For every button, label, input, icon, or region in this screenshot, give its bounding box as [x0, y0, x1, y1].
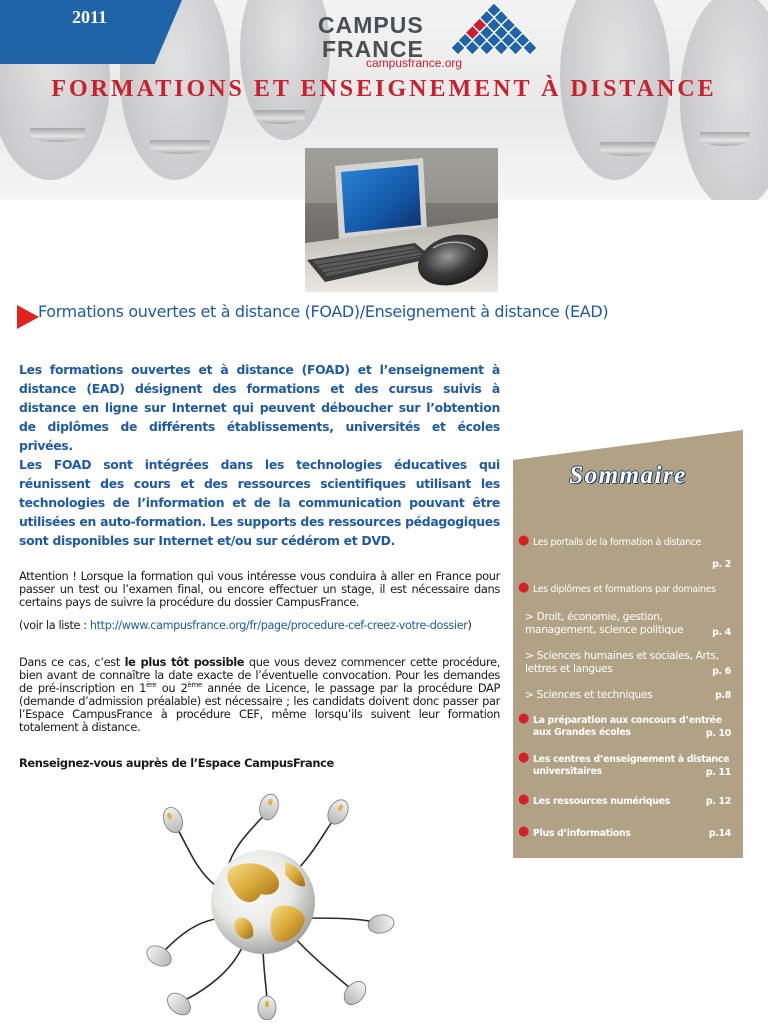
background-mouth [600, 142, 655, 156]
sommaire-subitem-page: p.8 [715, 690, 731, 701]
logo-text-france: FRANCE [322, 36, 424, 62]
bullet-icon: ● [518, 750, 530, 765]
sommaire-item-page: p. 10 [705, 728, 731, 739]
computer-photo [305, 148, 498, 292]
sommaire-item-page: p. 2 [712, 559, 731, 570]
year-label: 2011 [72, 7, 108, 27]
procedure-emphasis: le plus tôt possible [124, 655, 245, 669]
sommaire-item-label: Plus d’informations [533, 828, 631, 839]
intro-text-1: Les formations ouvertes et à distance (FOAD) et l’enseignement à distance (EAD) désignent des formations et des cursus suivis à distance en ligne sur Internet qui peuvent déboucher sur l’obtention de diplômes de différents établissements, universités et écoles privées. [19, 362, 500, 453]
sommaire-item-page: p. 12 [705, 796, 731, 807]
sommaire-panel [513, 430, 743, 858]
procedure-text-1: Dans ce cas, c’est [19, 655, 125, 669]
logo-text-campus: CAMPUS [318, 12, 424, 38]
bullet-icon: ● [518, 824, 530, 839]
sommaire-subitem-label: > Sciences et techniques [525, 689, 653, 701]
sommaire-subitem-label: > Sciences humaines et sociales, Arts, lettres et langues [525, 650, 719, 675]
procedure-text-3: ou 2 [156, 681, 188, 695]
procedure-text-2: que vous devez commencer cette procédure, bien avant de connaître la date exacte de l’éventuelle convocation. Pour les demandes de pré-inscription en 1 [19, 655, 500, 695]
procedure-paragraph [19, 656, 500, 734]
superscript-ere: ère [146, 681, 157, 689]
sommaire-item-page: p.14 [708, 828, 731, 839]
sommaire-item-label: Les diplômes et formations par domaines [533, 584, 716, 595]
section-heading: Formations ouvertes et à distance (FOAD)/Enseignement à distance (EAD) [38, 302, 609, 321]
page-title: FORMATIONS ET ENSEIGNEMENT À DISTANCE [51, 76, 717, 102]
bullet-icon: ● [518, 792, 530, 807]
background-mouth [255, 110, 305, 124]
red-arrow-icon [17, 305, 39, 329]
procedure-cef-link[interactable]: http://www.campusfrance.org/fr/page/procedure-cef-creez-votre-dossier [89, 619, 468, 632]
logo-diamond-grid-icon [438, 2, 550, 66]
voir-suffix: ) [467, 619, 472, 632]
background-mouth [150, 140, 210, 154]
superscript-eme: ème [187, 681, 202, 689]
background-mouth [700, 132, 750, 146]
intro-paragraph [19, 360, 500, 550]
background-mouth [30, 128, 85, 142]
voir-prefix: (voir la liste : [19, 619, 90, 632]
procedure-text-4: année de Licence, le passage par la procédure DAP (demande d’admission préalable) est nécessaire ; les candidats doivent donc passer par l’Espace CampusFrance à procédure CEF, même lorsqu’ils suivent leur formation totalement à distance. [19, 681, 501, 734]
attention-paragraph: Attention ! Lorsque la formation qui vous intéresse vous conduira à aller en France pour passer un test ou l’examen final, ou encore effectuer un stage, il est nécessaire dans certains pays de suivre la procédure du dossier CampusFrance. [19, 569, 500, 609]
renseignez-line: Renseignez-vous auprès de l’Espace CampusFrance [19, 756, 334, 770]
sommaire-item-label: La préparation aux concours d’entrée aux Grandes écoles [533, 715, 722, 738]
sommaire-item-label: Les ressources numériques [533, 796, 670, 807]
bullet-icon: ● [518, 580, 530, 595]
sommaire-item-page: p. 11 [705, 767, 731, 778]
sommaire-item-label: Les portails de la formation à distance [533, 537, 702, 548]
sommaire-item-label: Les centres d’enseignement à distance universitaires [533, 754, 730, 777]
sommaire-subitem-page: p. 4 [712, 627, 731, 638]
logo-url: campusfrance.org [366, 56, 463, 70]
bullet-icon: ● [518, 711, 530, 726]
campusfrance-logo [318, 8, 548, 72]
voir-liste-line [19, 619, 500, 632]
intro-text-2: Les FOAD sont intégrées dans les technologies éducatives qui réunissent des cours et des ressources scientifiques utilisant les technologies de l’information et de la communication pouvant être utilisées en auto-formation. Les supports des ressources pédagogiques sont disponibles sur Internet et/ou sur cédérom et DVD. [19, 457, 500, 548]
globe-mice-illustration [135, 790, 395, 1020]
sommaire-subitem-label: > Droit, économie, gestion, management, science politique [525, 611, 684, 636]
bullet-icon: ● [518, 533, 530, 548]
sommaire-subitem-page: p. 6 [712, 666, 731, 677]
sommaire-title: Sommaire [569, 462, 687, 489]
